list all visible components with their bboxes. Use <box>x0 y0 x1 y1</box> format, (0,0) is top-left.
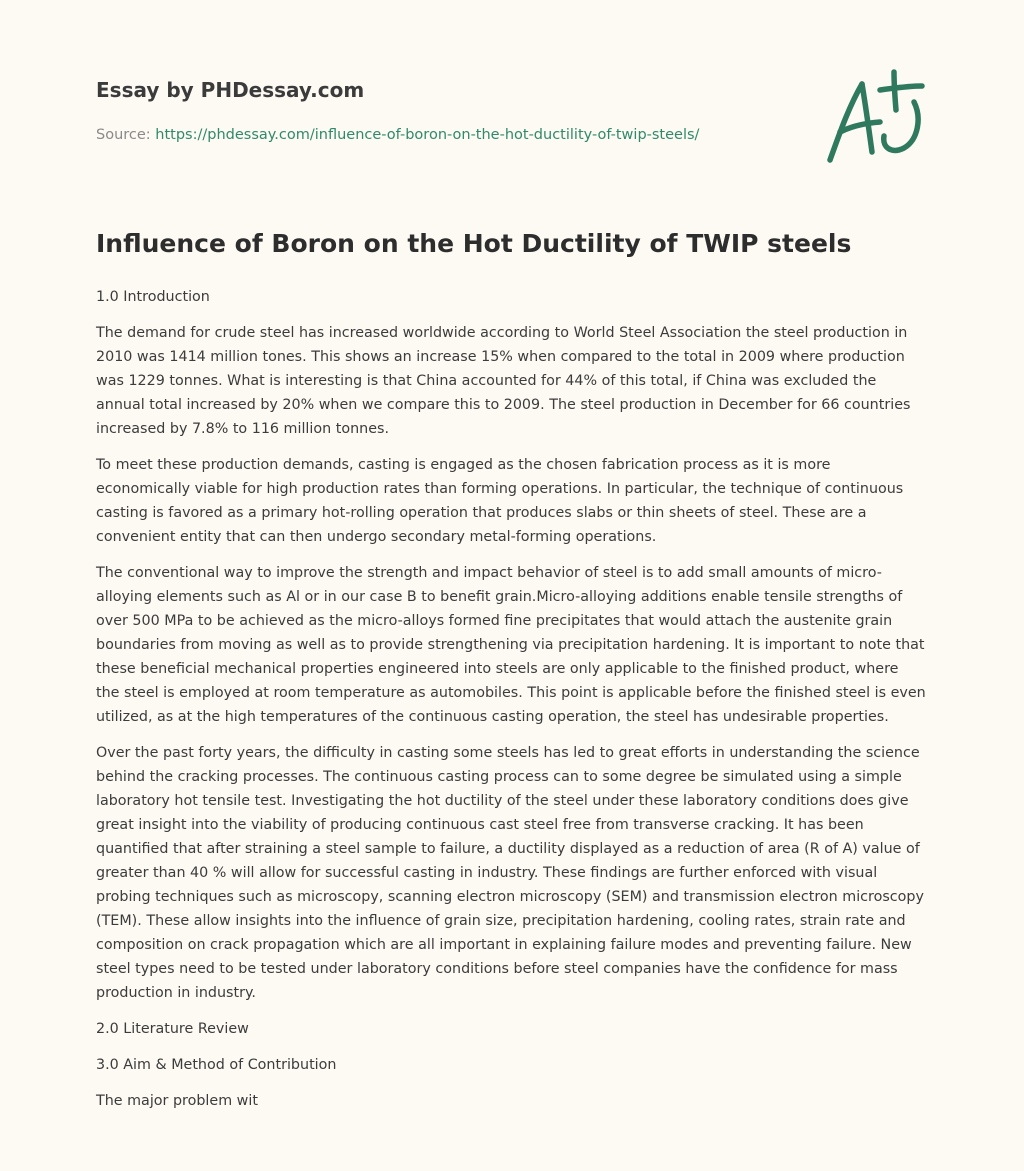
section-heading-aim-method: 3.0 Aim & Method of Contribution <box>96 1057 337 1073</box>
source-label: Source: <box>96 127 156 143</box>
site-brand: Essay by PHDessay.com <box>96 78 365 102</box>
source-link[interactable]: https://phdessay.com/influence-of-boron-on-the-hot-ductility-of-twip-steels/ <box>155 127 700 143</box>
a-plus-grade-icon <box>822 68 926 168</box>
paragraph-truncated: The major problem wit <box>96 1093 258 1109</box>
section-heading-introduction: 1.0 Introduction <box>96 289 210 305</box>
paragraph: Over the past forty years, the difficulty in casting some steels has led to great efforts in understanding the science behind the cracking processes. The continuous casting process can to some degree be simulated using a simple laboratory hot tensile test. Investigating the hot ductility of the steel under these laboratory conditions does give great insight into the viability of producing continuous cast steel free from transverse cracking. It has been quantified that after straining a steel sample to failure, a ductility displayed as a reduction of area (R of A) value of greater than 40 % will allow for successful casting in industry. These findings are further enforced with visual probing techniques such as microscopy, scanning electron microscopy (SEM) and transmission electron microscopy (TEM). These allow insights into the influence of grain size, precipitation hardening, cooling rates, strain rate and composition on crack propagation which are all important in explaining failure modes and preventing failure. New steel types need to be tested under laboratory conditions before steel companies have the confidence for mass production in industry. <box>96 745 924 1001</box>
essay-body <box>96 285 926 1125</box>
essay-title: Influence of Boron on the Hot Ductility of TWIP steels <box>96 229 852 258</box>
section-heading-literature-review: 2.0 Literature Review <box>96 1021 249 1037</box>
essay-header <box>96 76 796 145</box>
source-line <box>96 125 796 145</box>
paragraph: The conventional way to improve the strength and impact behavior of steel is to add small amounts of micro-alloying elements such as Al or in our case B to benefit grain.Micro-alloying additions enable tensile strengths of over 500 MPa to be achieved as the micro-alloys formed fine precipitates that would attach the austenite grain boundaries from moving as well as to provide strengthening via precipitation hardening. It is important to note that these beneficial mechanical properties engineered into steels are only applicable to the finished product, where the steel is employed at room temperature as automobiles. This point is applicable before the finished steel is even utilized, as at the high temperatures of the continuous casting operation, the steel has undesirable properties. <box>96 565 926 725</box>
paragraph: The demand for crude steel has increased worldwide according to World Steel Association the steel production in 2010 was 1414 million tones. This shows an increase 15% when compared to the total in 2009 where production was 1229 tonnes. What is interesting is that China accounted for 44% of this total, if China was excluded the annual total increased by 20% when we compare this to 2009. The steel production in December for 66 countries increased by 7.8% to 116 million tonnes. <box>96 325 911 437</box>
paragraph: To meet these production demands, casting is engaged as the chosen fabrication process as it is more economically viable for high production rates than forming operations. In particular, the technique of continuous casting is favored as a primary hot-rolling operation that produces slabs or thin sheets of steel. These are a convenient entity that can then undergo secondary metal-forming operations. <box>96 457 904 545</box>
